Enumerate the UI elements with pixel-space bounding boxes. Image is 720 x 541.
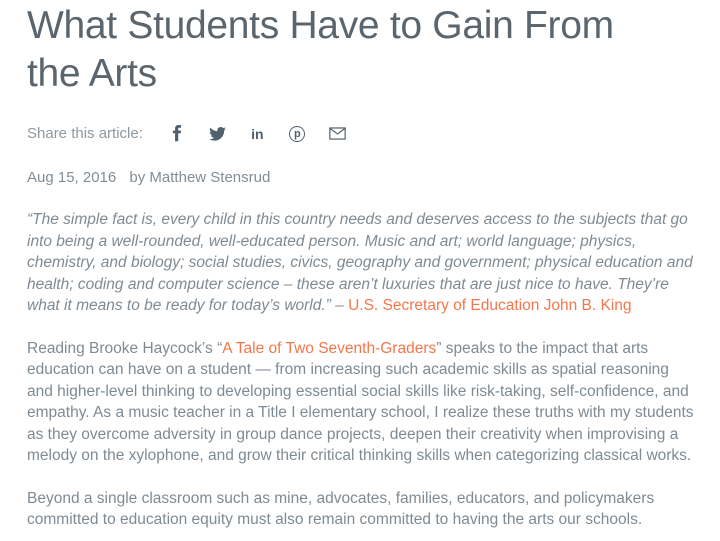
quote-paragraph xyxy=(27,209,698,317)
paragraph-2: Beyond a single classroom such as mine, advocates, families, educators, and policymakers committed to education equity must also remain committed to having the arts our schools. xyxy=(27,489,655,529)
paragraph-1-lead: Reading Brooke Haycock’s “ xyxy=(27,339,223,357)
byline xyxy=(27,169,698,186)
share-icons xyxy=(169,125,346,142)
share-row xyxy=(27,125,698,142)
paragraph-1-rest: ” speaks to the impact that arts education can have on a student — from increasing such academic skills as spatial reasoning and higher-level thinking to developing essential social skills like risk-taking, self-confidence, and empathy. As a music teacher in a Title I elementary school, I realize these truths with my students as they overcome adversity in group dance projects, deepen their creativity when improvising a melody on the xylophone, and grow their critical thinking skills when categorizing classical works. xyxy=(27,339,694,465)
facebook-share-icon[interactable] xyxy=(169,125,186,142)
pinterest-glyph: p xyxy=(294,127,301,140)
twitter-share-icon[interactable] xyxy=(209,125,226,142)
article-body xyxy=(27,209,698,531)
essay-link[interactable]: A Tale of Two Seventh-Graders xyxy=(222,339,437,357)
quote-attribution-link[interactable]: U.S. Secretary of Education John B. King xyxy=(348,297,632,315)
publish-date: Aug 15, 2016 xyxy=(27,169,117,187)
email-share-icon[interactable] xyxy=(329,125,346,142)
quote-text: “The simple fact is, every child in this country needs and deserves access to the subjects that go into being a well-rounded, well-educated person. Music and art; world language; physics, chemistry, and biology; social studies, civics, geography and government; physical education and health; coding and computer science – these aren’t luxuries that are just nice to have. They’re what it means to be ready for today’s world.” – xyxy=(27,211,693,315)
linkedin-glyph: in xyxy=(251,125,264,142)
pinterest-circle xyxy=(289,126,305,142)
page-title: What Students Have to Gain From the Arts xyxy=(27,4,614,95)
author: by Matthew Stensrud xyxy=(129,169,271,187)
share-label: Share this article: xyxy=(27,125,143,143)
pinterest-share-icon[interactable] xyxy=(289,125,306,142)
linkedin-share-icon[interactable] xyxy=(249,125,266,142)
paragraph-1 xyxy=(27,338,698,467)
